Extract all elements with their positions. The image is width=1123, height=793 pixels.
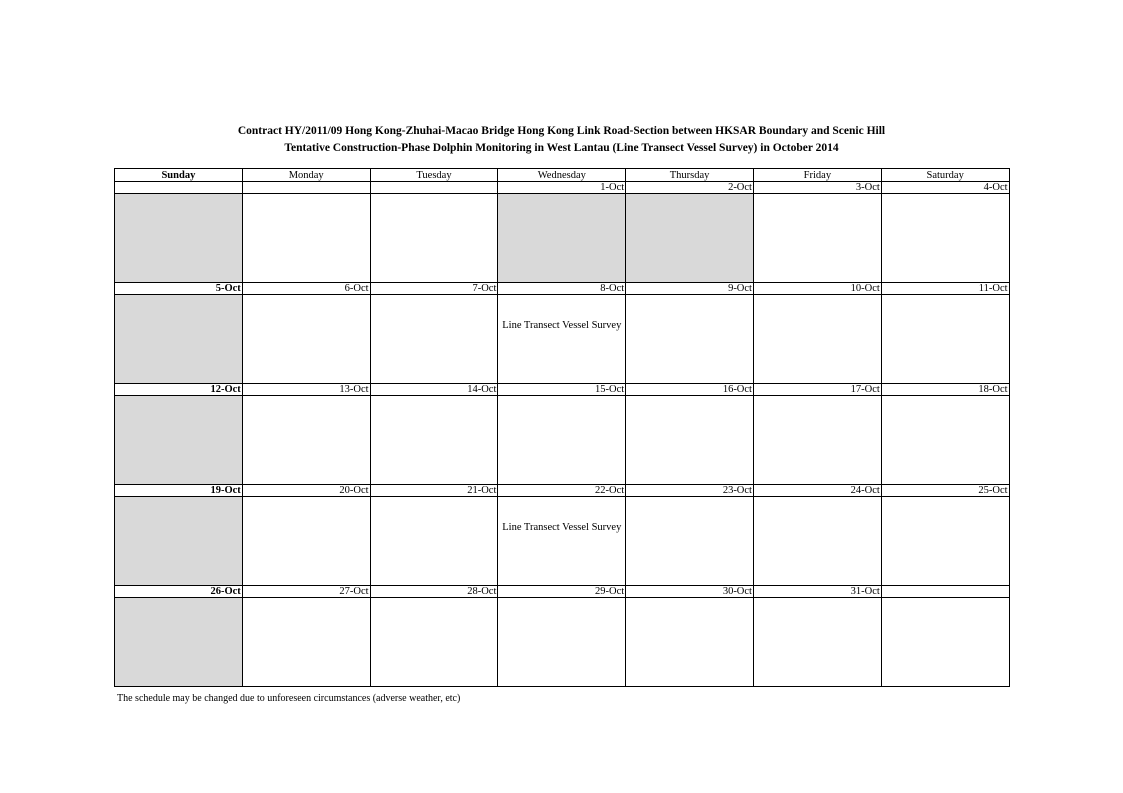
week-3-date-row (115, 384, 1010, 396)
day-cell (242, 194, 370, 283)
week-2-date-row (115, 283, 1010, 295)
week-4-body-row (115, 497, 1010, 586)
date-cell: 19-Oct (115, 485, 243, 497)
date-cell: 26-Oct (115, 586, 243, 598)
calendar-table (114, 168, 1010, 687)
day-cell (498, 396, 626, 485)
date-cell: 23-Oct (626, 485, 754, 497)
document-subtitle: Tentative Construction-Phase Dolphin Monitoring in West Lantau (Line Transect Vessel Survey) in October 2014 (284, 142, 839, 154)
date-cell: 22-Oct (498, 485, 626, 497)
event-label: Line Transect Vessel Survey (502, 522, 622, 533)
week-5-body-row (115, 598, 1010, 687)
day-cell (753, 598, 881, 687)
date-cell: 24-Oct (753, 485, 881, 497)
date-cell: 7-Oct (370, 283, 498, 295)
date-cell: 30-Oct (626, 586, 754, 598)
day-cell (242, 598, 370, 687)
date-cell: 8-Oct (498, 283, 626, 295)
document-title: Contract HY/2011/09 Hong Kong-Zhuhai-Macao Bridge Hong Kong Link Road-Section between HKSAR Boundary and Scenic Hill (237, 125, 886, 137)
day-cell (115, 497, 243, 586)
date-cell: 12-Oct (115, 384, 243, 396)
week-1-body-row (115, 194, 1010, 283)
day-cell (370, 194, 498, 283)
day-cell (881, 396, 1009, 485)
week-5-date-row (115, 586, 1010, 598)
date-cell: 2-Oct (626, 182, 754, 194)
date-cell (881, 586, 1009, 598)
date-cell: 5-Oct (115, 283, 243, 295)
date-cell: 17-Oct (753, 384, 881, 396)
week-3-body-row (115, 396, 1010, 485)
day-cell (115, 396, 243, 485)
day-cell (242, 295, 370, 384)
day-cell (753, 194, 881, 283)
day-cell (115, 598, 243, 687)
day-cell (370, 396, 498, 485)
day-cell (370, 497, 498, 586)
day-cell (626, 194, 754, 283)
weekday-header-row (115, 169, 1010, 182)
day-cell (115, 194, 243, 283)
date-cell: 13-Oct (242, 384, 370, 396)
day-cell (626, 598, 754, 687)
date-cell: 18-Oct (881, 384, 1009, 396)
date-cell: 28-Oct (370, 586, 498, 598)
date-cell: 3-Oct (753, 182, 881, 194)
date-cell: 11-Oct (881, 283, 1009, 295)
day-cell (242, 396, 370, 485)
day-cell (881, 598, 1009, 687)
day-cell (370, 295, 498, 384)
date-cell (115, 182, 243, 194)
event-label: Line Transect Vessel Survey (502, 320, 622, 331)
weekday-header-monday: Monday (242, 169, 370, 182)
weekday-header-thursday: Thursday (626, 169, 754, 182)
day-cell (753, 396, 881, 485)
day-cell (498, 598, 626, 687)
date-cell (242, 182, 370, 194)
day-cell (753, 295, 881, 384)
date-cell: 15-Oct (498, 384, 626, 396)
date-cell: 29-Oct (498, 586, 626, 598)
day-cell (881, 194, 1009, 283)
weekday-header-tuesday: Tuesday (370, 169, 498, 182)
day-cell (242, 497, 370, 586)
day-cell (498, 194, 626, 283)
day-cell (881, 497, 1009, 586)
date-cell: 1-Oct (498, 182, 626, 194)
day-cell (753, 497, 881, 586)
date-cell: 6-Oct (242, 283, 370, 295)
weekday-header-saturday: Saturday (881, 169, 1009, 182)
week-4-date-row (115, 485, 1010, 497)
date-cell (370, 182, 498, 194)
date-cell: 16-Oct (626, 384, 754, 396)
day-cell (370, 598, 498, 687)
date-cell: 20-Oct (242, 485, 370, 497)
day-cell (498, 295, 626, 384)
date-cell: 14-Oct (370, 384, 498, 396)
day-cell (626, 295, 754, 384)
date-cell: 10-Oct (753, 283, 881, 295)
week-2-body-row (115, 295, 1010, 384)
week-1-date-row (115, 182, 1010, 194)
day-cell (626, 497, 754, 586)
weekday-header-wednesday: Wednesday (498, 169, 626, 182)
day-cell (626, 396, 754, 485)
weekday-header-friday: Friday (753, 169, 881, 182)
date-cell: 4-Oct (881, 182, 1009, 194)
date-cell: 21-Oct (370, 485, 498, 497)
weekday-header-sunday: Sunday (115, 169, 243, 182)
date-cell: 9-Oct (626, 283, 754, 295)
date-cell: 25-Oct (881, 485, 1009, 497)
day-cell (498, 497, 626, 586)
date-cell: 31-Oct (753, 586, 881, 598)
schedule-note: The schedule may be changed due to unforeseen circumstances (adverse weather, etc) (117, 693, 461, 704)
day-cell (115, 295, 243, 384)
day-cell (881, 295, 1009, 384)
date-cell: 27-Oct (242, 586, 370, 598)
